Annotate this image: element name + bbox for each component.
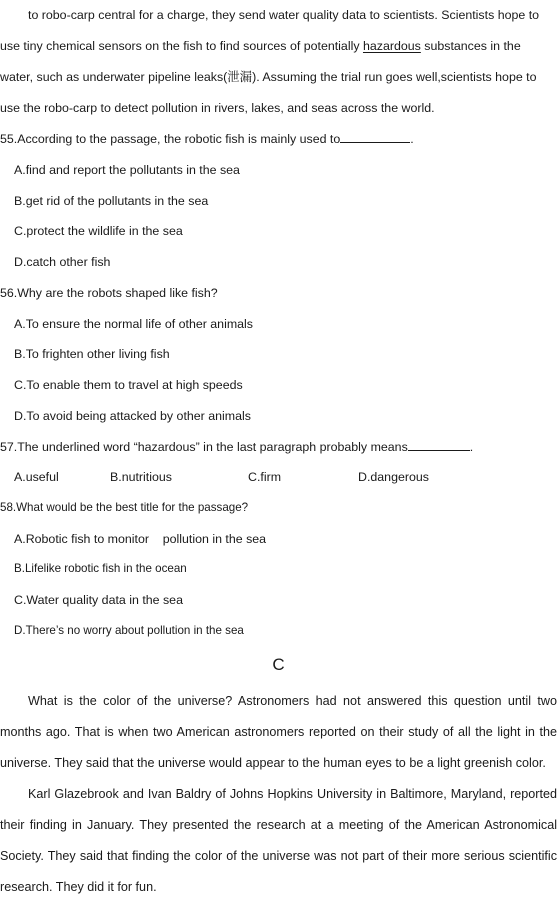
option-a[interactable]: A.To ensure the normal life of other animals (14, 317, 253, 331)
section-c-paragraph-2 (0, 779, 557, 903)
question-stem: 56.Why are the robots shaped like fish? (0, 286, 218, 300)
answer-blank[interactable] (408, 439, 470, 451)
passage-line-4: use the robo-carp to detect pollution in rivers, lakes, and seas across the world. (0, 101, 435, 115)
question-stem-suffix: . (469, 440, 474, 454)
question-stem-text: 55.According to the passage, the robotic fish is mainly used to (0, 132, 341, 146)
passage-line-3: water, such as underwater pipeline leaks(泄漏). Assuming the trial run goes well,scientists hope to (0, 70, 537, 84)
question-stem (0, 439, 473, 455)
option-a[interactable]: A.find and report the pollutants in the sea (14, 163, 240, 177)
passage-line-2-post: substances in the (420, 39, 521, 53)
underlined-word-hazardous: hazardous (362, 39, 421, 53)
option-c[interactable]: C.To enable them to travel at high speeds (14, 378, 243, 392)
option-c[interactable]: C.firm (248, 470, 282, 484)
question-stem: 58.What would be the best title for the passage? (0, 501, 249, 514)
paragraph-text: Karl Glazebrook and Ivan Baldry of Johns Hopkins University in Baltimore, Maryland, reported their finding in January. They presented the research at a meeting of the American Astronomical Society. They said that finding the color of the universe was not part of their more serious scientific research. They did it for fun. (0, 787, 557, 894)
option-d[interactable]: D.catch other fish (14, 255, 111, 269)
option-a[interactable]: A.Robotic fish to monitor pollution in the sea (14, 532, 267, 546)
question-stem (0, 131, 414, 147)
option-b[interactable]: B.To frighten other living fish (14, 347, 170, 361)
passage-line-2-pre: use tiny chemical sensors on the fish to find sources of potentially (0, 39, 363, 53)
question-stem-text: 57.The underlined word “hazardous” in the last paragraph probably means (0, 440, 408, 454)
paragraph-text: What is the color of the universe? Astronomers had not answered this question until two months ago. That is when two American astronomers reported on their study of all the light in the universe. They said that the universe would appear to the human eyes to be a light greenish color. (0, 694, 557, 770)
option-b[interactable]: B.nutritious (110, 470, 172, 484)
option-a[interactable]: A.useful (14, 470, 59, 484)
option-d[interactable]: D.To avoid being attacked by other animals (14, 409, 251, 423)
option-d[interactable]: D.dangerous (358, 470, 429, 484)
option-d[interactable]: D.There’s no worry about pollution in the sea (14, 624, 244, 637)
option-b[interactable]: B.get rid of the pollutants in the sea (14, 194, 209, 208)
option-c[interactable]: C.Water quality data in the sea (14, 593, 183, 607)
option-c[interactable]: C.protect the wildlife in the sea (14, 224, 183, 238)
section-c-paragraph-1 (0, 686, 557, 779)
answer-blank[interactable] (340, 131, 410, 143)
option-b[interactable]: B.Lifelike robotic fish in the ocean (14, 562, 187, 575)
passage-line-1: to robo-carp central for a charge, they send water quality data to scientists. Scientists hope to (28, 8, 540, 22)
question-stem-suffix: . (410, 132, 414, 146)
passage-line-2 (0, 38, 557, 54)
section-heading: C (272, 655, 285, 674)
